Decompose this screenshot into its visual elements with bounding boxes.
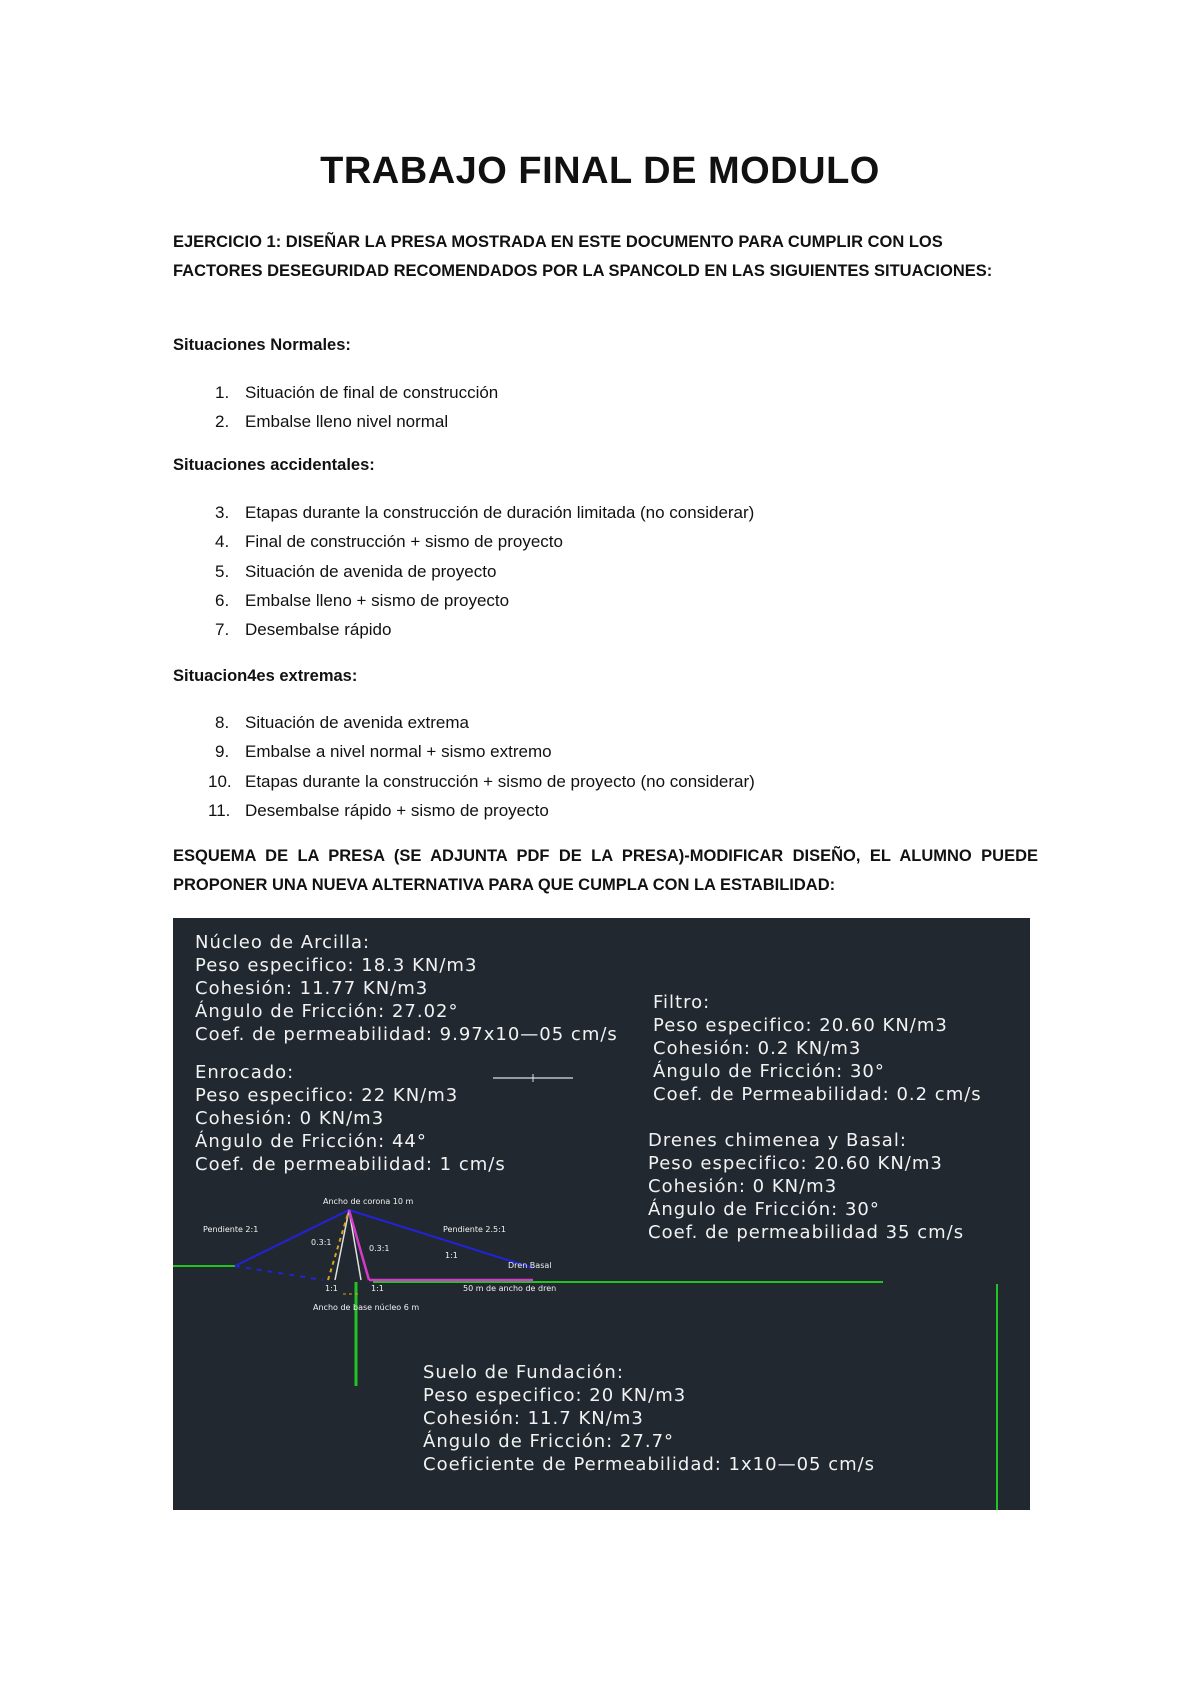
dren-line: Drenes chimenea y Basal: bbox=[648, 1130, 907, 1151]
section-heading-extremas: Situacion4es extremas: bbox=[173, 667, 358, 685]
filtro-line: Ángulo de Fricción: 30° bbox=[653, 1061, 885, 1082]
filtro-properties bbox=[653, 992, 982, 1105]
list-item bbox=[173, 378, 498, 407]
suelo-line: Ángulo de Fricción: 27.7° bbox=[423, 1431, 675, 1452]
list-item bbox=[173, 796, 755, 825]
list-item-text: Desembalse rápido bbox=[245, 620, 392, 640]
list-item-text: Embalse lleno nivel normal bbox=[245, 412, 449, 432]
section-heading-accidentales: Situaciones accidentales: bbox=[173, 456, 375, 474]
suelo-line: Coeficiente de Permeabilidad: 1x10—05 cm/s bbox=[423, 1454, 876, 1475]
list-item-number: 5. bbox=[215, 561, 230, 581]
list-item-text: Embalse lleno + sismo de proyecto bbox=[245, 590, 510, 610]
list-item bbox=[173, 615, 754, 644]
list-item bbox=[173, 737, 755, 766]
dimension-marker bbox=[493, 1074, 573, 1082]
dam-labels bbox=[203, 1197, 556, 1312]
list-item-number: 2. bbox=[215, 412, 230, 432]
list-item-number: 4. bbox=[215, 532, 230, 552]
schema-heading: ESQUEMA DE LA PRESA (SE ADJUNTA PDF DE LA PRESA)-MODIFICAR DISEÑO, EL ALUMNO PUEDE PROPONER UNA NUEVA ALTERNATIVA PARA QUE CUMPLA CON LA ESTABILIDAD: bbox=[173, 847, 1038, 894]
suelo-line: Peso especifico: 20 KN/m3 bbox=[423, 1385, 687, 1406]
crest-label: Ancho de corona 10 m bbox=[323, 1197, 414, 1206]
list-item-number: 1. bbox=[215, 383, 230, 402]
list-item-text: Final de construcción + sismo de proyecto bbox=[245, 532, 563, 552]
dren-width-label: 50 m de ancho de dren bbox=[463, 1284, 557, 1293]
core-right-ratio-label: 0.3:1 bbox=[369, 1244, 390, 1253]
base-left-ratio-label: 1:1 bbox=[325, 1284, 338, 1293]
nucleo-properties bbox=[195, 932, 618, 1045]
enrocado-line: Peso especifico: 22 KN/m3 bbox=[195, 1085, 459, 1106]
list-item-text: Etapas durante la construcción + sismo de proyecto (no considerar) bbox=[245, 771, 755, 791]
enrocado-line: Cohesión: 0 KN/m3 bbox=[195, 1108, 385, 1129]
list-item-number: 8. bbox=[215, 713, 230, 732]
filtro-line: Filtro: bbox=[653, 992, 711, 1013]
list-item-text: Etapas durante la construcción de duración limitada (no considerar) bbox=[245, 503, 755, 522]
list-item bbox=[173, 498, 754, 527]
enrocado-line: Ángulo de Fricción: 44° bbox=[195, 1131, 427, 1152]
suelo-line: Suelo de Fundación: bbox=[423, 1362, 624, 1383]
nucleo-line: Peso especifico: 18.3 KN/m3 bbox=[195, 955, 478, 976]
list-item bbox=[173, 586, 754, 615]
list-item bbox=[173, 767, 755, 796]
list-item-number: 9. bbox=[215, 742, 230, 762]
list-item-number: 10. bbox=[208, 771, 232, 791]
list-item-text: Situación de avenida extrema bbox=[245, 713, 469, 732]
section-heading-normales: Situaciones Normales: bbox=[173, 336, 351, 354]
suelo-properties bbox=[423, 1362, 875, 1475]
dren-line: Ángulo de Fricción: 30° bbox=[648, 1199, 880, 1220]
nucleo-line: Núcleo de Arcilla: bbox=[195, 932, 371, 953]
enrocado-line: Enrocado: bbox=[195, 1062, 295, 1083]
downstream-slope-label: Pendiente 2.5:1 bbox=[443, 1225, 506, 1234]
list-item-number: 6. bbox=[215, 590, 230, 610]
list-extremas bbox=[173, 708, 755, 825]
dren-line: Coef. de permeabilidad 35 cm/s bbox=[648, 1222, 965, 1243]
base-right-ratio-label: 1:1 bbox=[371, 1284, 384, 1293]
base-width-label: Ancho de base núcleo 6 m bbox=[313, 1303, 420, 1312]
document-title: TRABAJO FINAL DE MODULO bbox=[320, 150, 880, 192]
enrocado-line: Coef. de permeabilidad: 1 cm/s bbox=[195, 1154, 506, 1175]
list-item bbox=[173, 407, 498, 436]
list-item bbox=[173, 557, 754, 586]
suelo-line: Cohesión: 11.7 KN/m3 bbox=[423, 1408, 644, 1429]
dren-line: Cohesión: 0 KN/m3 bbox=[648, 1176, 838, 1197]
list-item-text: Situación de final de construcción bbox=[245, 383, 499, 402]
dren-line: Peso especifico: 20.60 KN/m3 bbox=[648, 1153, 943, 1174]
list-item-number: 11. bbox=[208, 800, 231, 820]
filtro-line: Coef. de Permeabilidad: 0.2 cm/s bbox=[653, 1084, 982, 1105]
list-item bbox=[173, 527, 754, 556]
nucleo-line: Cohesión: 11.77 KN/m3 bbox=[195, 978, 429, 999]
dren-properties bbox=[648, 1130, 964, 1243]
upstream-slope-label: Pendiente 2:1 bbox=[203, 1225, 259, 1234]
dam-drawing-svg bbox=[173, 918, 1030, 1510]
list-item-text: Desembalse rápido + sismo de proyecto bbox=[245, 800, 549, 820]
list-accidentales bbox=[173, 498, 754, 644]
dren-basal-label: Dren Basal bbox=[508, 1261, 552, 1270]
list-item bbox=[173, 708, 755, 737]
enrocado-properties bbox=[195, 1062, 506, 1175]
list-item-text: Situación de avenida de proyecto bbox=[245, 561, 497, 581]
filtro-line: Peso especifico: 20.60 KN/m3 bbox=[653, 1015, 948, 1036]
exercise-statement: EJERCICIO 1: DISEÑAR LA PRESA MOSTRADA EN ESTE DOCUMENTO PARA CUMPLIR CON LOS FACTORES DESEGURIDAD RECOMENDADOS POR LA SPANCOLD EN LAS SIGUIENTES SITUACIONES: bbox=[173, 233, 993, 280]
dam-cad-drawing bbox=[173, 918, 1030, 1510]
nucleo-line: Coef. de permeabilidad: 9.97x10—05 cm/s bbox=[195, 1024, 618, 1045]
nucleo-line: Ángulo de Fricción: 27.02° bbox=[195, 1001, 459, 1022]
list-item-text: Embalse a nivel normal + sismo extremo bbox=[245, 742, 552, 762]
core-left-ratio-label: 0.3:1 bbox=[311, 1238, 332, 1247]
list-normales bbox=[173, 378, 498, 437]
filtro-line: Cohesión: 0.2 KN/m3 bbox=[653, 1038, 862, 1059]
slope-ratio-label: 1:1 bbox=[445, 1251, 458, 1260]
list-item-number: 3. bbox=[215, 503, 230, 522]
list-item-number: 7. bbox=[215, 620, 230, 640]
